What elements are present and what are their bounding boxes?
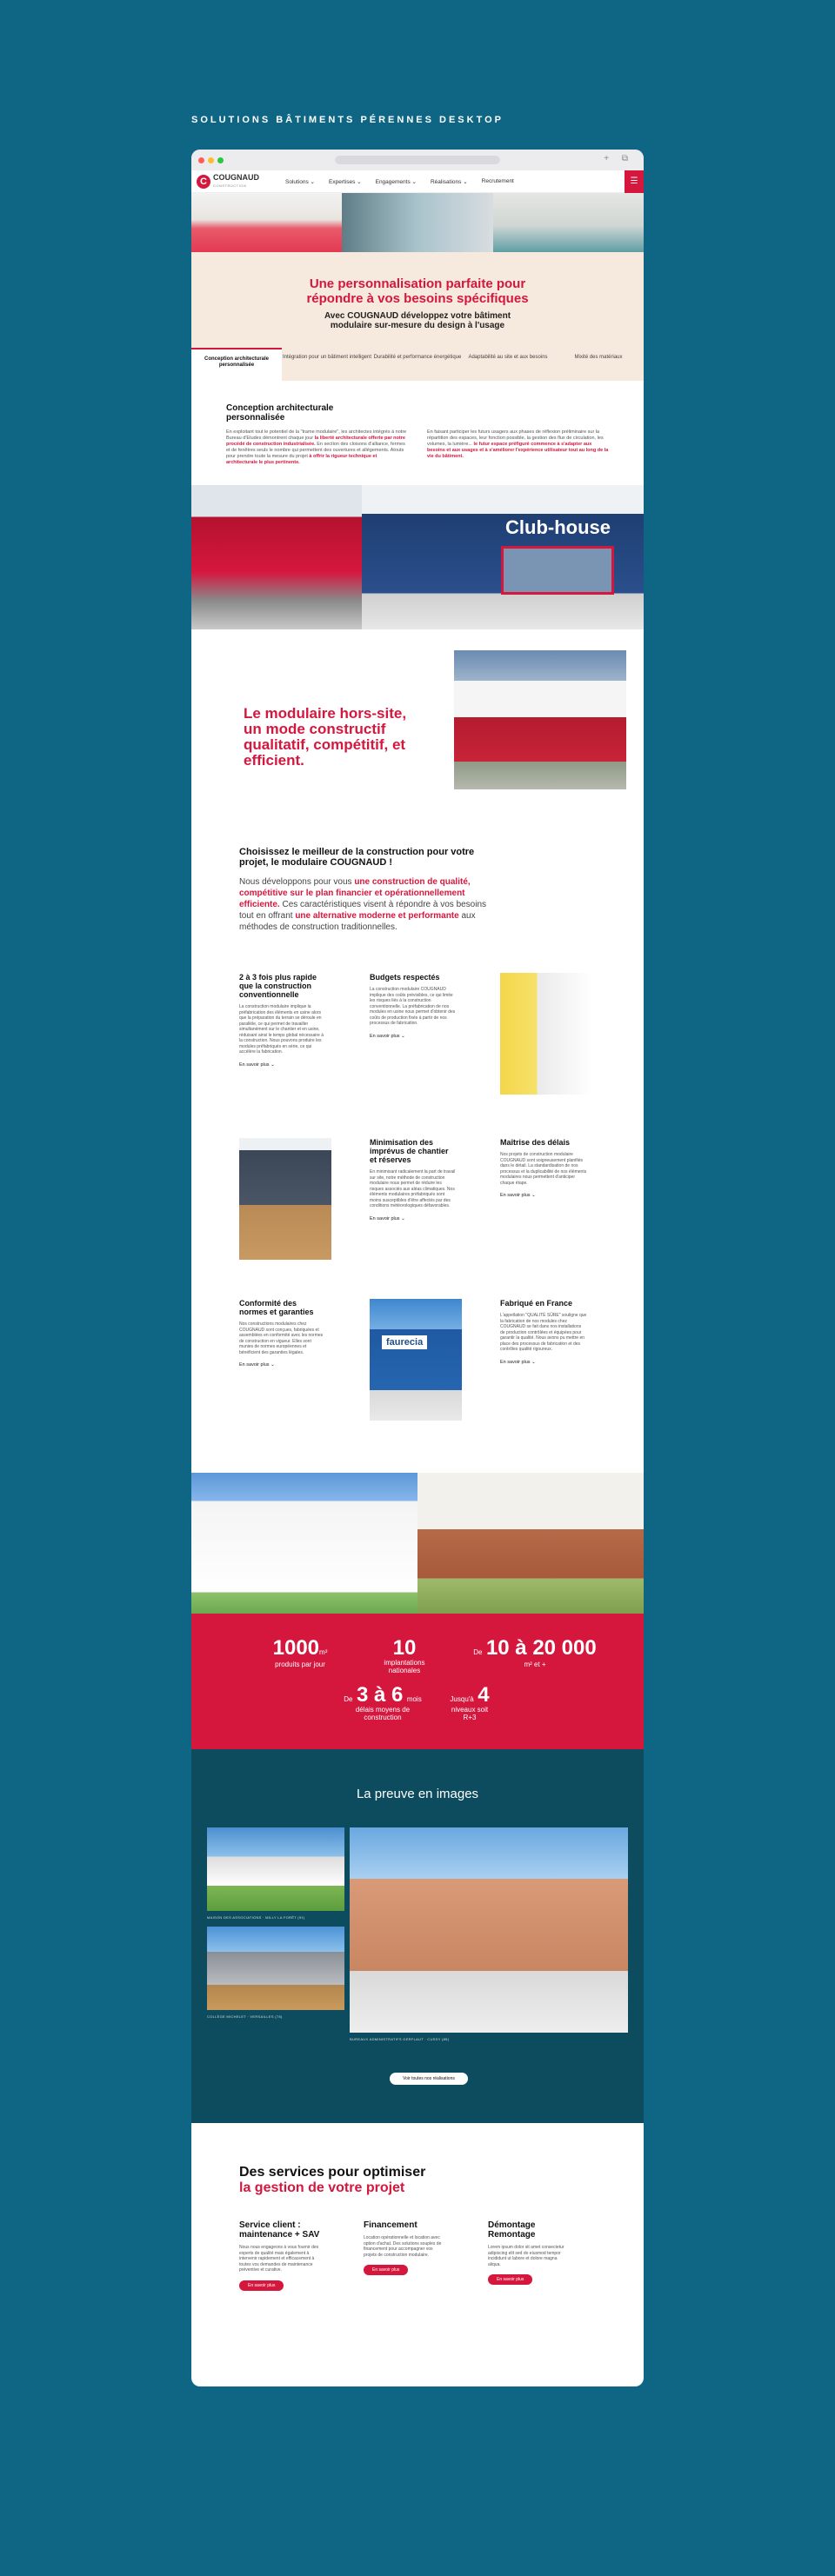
close-dot[interactable] [198,157,204,163]
minimize-dot[interactable] [208,157,214,163]
gallery-photo-college[interactable] [207,1927,344,2010]
hero-subtitle: Avec COUGNAUD développez votre bâtiment modulaire sur-mesure du design à l'usage [324,311,511,330]
browser-chrome [191,150,644,170]
gallery-photo-bureaux[interactable] [350,1827,628,2033]
service-demontage [488,2220,571,2285]
service-text: Lorem ipsum dolor sit amet consectetur adipiscing elit sed do eiusmod tempor incididunt ut labore et dolore magna aliqua. [488,2245,564,2267]
service-maintenance [239,2220,322,2291]
modulaire-title: Le modulaire hors-site, un mode constructif qualitatif, compétitif, et efficient. [244,705,407,769]
read-more-link[interactable]: En savoir plus ⌄ [370,1215,405,1221]
card-conformite [239,1299,326,1368]
card-delais [500,1138,587,1198]
hero-image-1 [191,193,342,252]
read-more-link[interactable]: En savoir plus ⌄ [370,1033,405,1039]
stat-surface: De 10 à 20 000 m² et + [473,1636,597,1668]
clubhouse-sign: Club-house [505,516,611,538]
card-text: Nos constructions modulaires chez COUGNAUD sont conçues, fabriquées et assemblées en conformité avec les normes de construction en vigueur. Elles sont munies de normes européennes et bénéficient des garanties légales. [239,1321,324,1355]
card-text: En minimisant radicalement la part de travail sur site, notre méthode de construction modulaire nous permet de réduire les risques associés aux aléas climatiques. Nos éléments modulaires préfabriqués sont moins susceptibles d'être affectés par des conditions météorologiques défavorables. [370,1169,456,1208]
hero-image-3 [493,193,644,252]
faurecia-sign: faurecia [382,1335,427,1349]
conception-col-2: En faisant participer les futurs usagers aux phases de réflexion préliminaire sur la répartition des espaces, leur fonction possible, la gestion des flux de circulation, les volumes, la lumière... le futur espace préfiguré commence à s'adapter aux besoins et aux usages et à s'améliorer l'expérience utilisateur tout au long de la vie du bâtiment. [427,429,609,459]
menu-realisations[interactable]: Réalisations ⌄ [430,178,468,185]
card-text: La construction modulaire COUGNAUD implique des coûts prévisibles, ce qui limite les risques liés à la construction conventionnelle. La préfabrication de nos modules en usine nous permet d'obtenir des coûts de production fixés à partir de nos processus de fabrication. [370,987,456,1026]
services-section [191,2123,644,2380]
stat-implantations: 10 implantations nationales [384,1636,425,1674]
clubhouse-window [501,546,614,595]
tall-building-photo [239,1138,331,1260]
card-title: Budgets respectés [370,973,440,982]
hero-images [191,193,644,252]
service-title: Financement [364,2220,418,2230]
card-text: Nos projets de construction modulaire COUGNAUD sont soigneusement planifiés dans le détail. La standardisation de nos processus et la duplicabilité de nos éléments modulaires nous permettent d'anticiper chaque étape. [500,1152,587,1186]
all-projects-button[interactable]: Voir toutes nos réalisations [390,2073,468,2085]
stat-niveaux: Jusqu'à 4 niveaux soit R+3 [450,1683,490,1721]
card-france [500,1299,587,1365]
address-bar[interactable] [335,156,500,164]
page-caption: SOLUTIONS BÂTIMENTS PÉRENNES DESKTOP [191,115,504,125]
service-title: Démontage Remontage [488,2220,536,2240]
stat-delais: De 3 à 6 mois délais moyens de construction [344,1683,422,1721]
service-title: Service client : maintenance + SAV [239,2220,320,2240]
card-text: L'appellation "QUALITÉ SÛRE" souligne que la fabrication de nos modules chez COUGNAUD se fait dans nos installations de production contrôlées et équipées pour garantir la qualité. Nous avons pu mettre en place des processus de fabrication et des contrôles qualité rigoureux. [500,1313,587,1352]
browser-window [191,150,644,2386]
conception-title: Conception architecturale personnalisée [226,403,334,423]
clubhouse-photo [362,485,644,629]
modular-house-photo [454,650,626,789]
logo-icon: C [197,175,210,189]
gallery-caption: COLLÈGE MICHELET · VERSAILLES (78) [207,2014,283,2019]
services-title: Des services pour optimiser la gestion de votre projet [239,2165,426,2195]
choose-text: Nous développons pour vous une construction de qualité, compétitive sur le plan financier et opérationnellement efficiente. Ces caractéristiques visent à répondre à vos besoins tout en offrant une alternative moderne et performante aux méthodes de construction traditionnelles. [239,877,487,932]
yellow-interior-photo [500,973,592,1095]
card-title: Conformité des normes et garanties [239,1299,314,1316]
browser-actions[interactable]: + ⧉ [604,154,633,163]
hamburger-icon[interactable]: ☰ [625,170,644,193]
tab-integration[interactable]: Intégration pour un bâtiment intelligent [282,355,372,360]
service-text: Nous nous engageons à vous fournir des experts de qualité mais également à intervenir rapidement et efficacement à toutes vos demandes de maintenance préventive et curative. [239,2245,319,2273]
service-more-button[interactable]: En savoir plus [364,2265,408,2275]
faurecia-photo [370,1299,462,1421]
buildings-photos [191,1473,644,1614]
menu-engagements[interactable]: Engagements ⌄ [375,178,417,185]
gallery-section [191,1749,644,2123]
read-more-link[interactable]: En savoir plus ⌄ [500,1359,536,1365]
gallery-caption: MAISON DES ASSOCIATIONS · MILLY LA FORÊT (91) [207,1915,305,1920]
read-more-link[interactable]: En savoir plus ⌄ [239,1062,275,1068]
service-more-button[interactable]: En savoir plus [239,2280,284,2291]
gallery-title: La preuve en images [356,1787,479,1801]
red-module-photo [191,485,362,629]
stats-section [191,1614,644,1749]
card-title: Minimisation des imprévus de chantier et réserves [370,1138,449,1164]
hero-image-2 [342,193,492,252]
menu-recrutement[interactable]: Recrutement [481,177,514,184]
card-budgets [370,973,457,1039]
read-more-link[interactable]: En savoir plus ⌄ [239,1362,275,1368]
card-text: La construction modulaire implique la préfabrication des éléments en usine alors que la préparation du terrain se déroule en parallèle, ce qui permet de travailler simultanément sur le chantier et en usine, réduisant ainsi le temps global nécessaire à la construction. Nous pouvons produire les modules préfabriqués en série, ce qui accélère la fabrication. [239,1004,324,1055]
logo-subtext: CONSTRUCTION [213,183,247,188]
main-menu [285,178,528,185]
card-rapide [239,973,326,1068]
brick-building-photo [418,1473,644,1614]
hero-banner [191,252,644,348]
tab-adaptabilite[interactable]: Adaptabilité au site et aux besoins [468,355,548,360]
feature-tabs [191,348,644,381]
modulaire-section [191,629,644,829]
clubhouse-photos [191,485,644,629]
logo[interactable] [191,174,278,190]
tab-conception[interactable]: Conception architecturale personnalisée [191,348,282,381]
choose-section [191,829,644,968]
tab-durabilite[interactable]: Durabilité et performance énergétique [373,355,462,360]
menu-expertises[interactable]: Expertises ⌄ [329,178,362,185]
service-text: Location opérationnelle et location avec option d'achat. Des solutions souples de financement pour accompagner vos projets de construction modulaire. [364,2235,442,2258]
conception-section [191,381,644,485]
logo-text: COUGNAUD [213,172,259,182]
card-imprevus [370,1138,457,1221]
card-title: Fabriqué en France [500,1299,573,1308]
benefits-grid [191,968,644,1473]
card-title: 2 à 3 fois plus rapide que la construction conventionnelle [239,973,317,999]
card-title: Maîtrise des délais [500,1138,571,1147]
conception-col-1: En exploitant tout le potentiel de la "trame modulaire", les architectes intégrés à notre Bureau d'Etudes démontrent chaque jour la liberté architecturale offerte par notre procédé de construction industrialisée. En section des cloisons d'alliance, fermes et de fenêtres seuls le nombre qui permettent des ouvertures et allégements. Atouts pour prendre toute la mesure du projet à offrir la rigueur technique et architecturale le plus pertinente. [226,429,407,465]
read-more-link[interactable]: En savoir plus ⌄ [500,1193,536,1198]
site-header [191,170,644,193]
gallery-caption: BUREAUX ADMINISTRATIFS GERFLAUT · CUSSY (85) [350,2037,450,2041]
choose-title: Choisissez le meilleur de la construction pour votre projet, le modulaire COUGNAUD ! [239,847,475,868]
service-more-button[interactable]: En savoir plus [488,2274,532,2285]
service-financement [364,2220,446,2275]
stat-production: 1000m² produits par jour [272,1636,328,1668]
tab-mixite[interactable]: Mixité des matériaux [574,355,623,360]
white-building-photo [191,1473,418,1614]
hero-title: Une personnalisation parfaite pour répondre à vos besoins spécifiques [306,276,529,306]
menu-solutions[interactable]: Solutions ⌄ [285,178,315,185]
maximize-dot[interactable] [217,157,224,163]
gallery-photo-associations[interactable] [207,1827,344,1911]
